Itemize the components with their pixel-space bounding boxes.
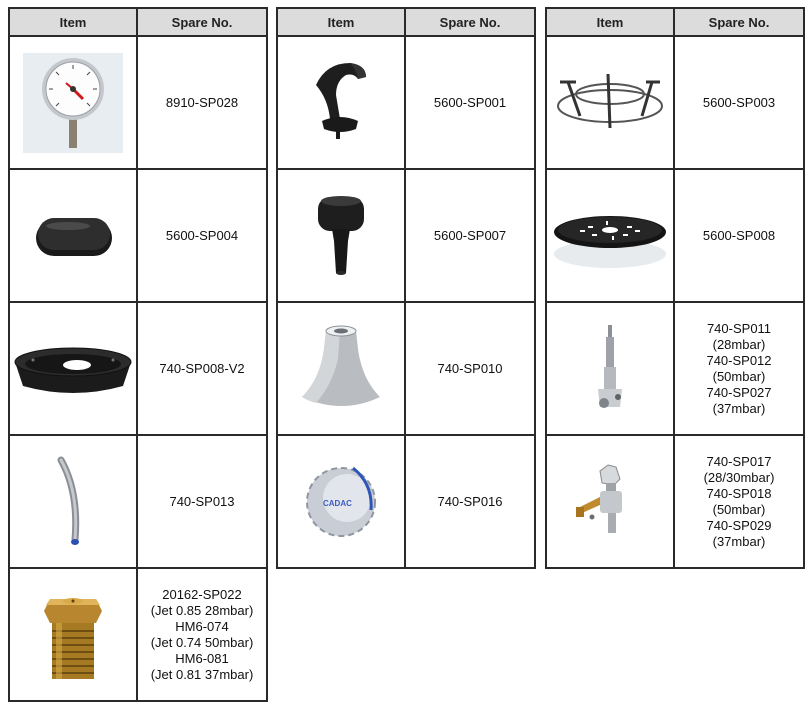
spare-number-cell [405, 169, 535, 302]
spare-number-cell [674, 302, 804, 435]
heat-diffuser-plate-icon [548, 196, 672, 276]
parts-table-1 [8, 7, 268, 702]
spare-number-cell [674, 169, 804, 302]
spare-number: 740-SP010 [437, 360, 503, 376]
spare-number: 740-SP011 (28mbar) 740-SP012 (50mbar) 740-SP027 (37mbar) [706, 320, 772, 416]
spare-number: 740-SP013 [169, 493, 235, 509]
parts-table-3 [545, 7, 805, 569]
spare-number: 5600-SP007 [433, 227, 507, 243]
spare-number: 740-SP016 [437, 493, 503, 509]
thermometer-gauge-icon [23, 53, 123, 153]
spare-number-cell [405, 36, 535, 169]
spare-number-cell [674, 435, 804, 568]
spare-number: 740-SP008-V2 [159, 360, 245, 376]
oval-rubber-foot-icon [28, 206, 118, 266]
brass-jet-nipple-icon [38, 585, 108, 685]
header-row [9, 8, 267, 36]
spare-number-cell [137, 435, 267, 568]
item-image-cell [546, 36, 674, 169]
table-row [9, 169, 267, 302]
spare-number-cell [674, 36, 804, 169]
header-row [277, 8, 535, 36]
parts-table-2 [276, 7, 536, 569]
injector-valve-icon [580, 319, 640, 419]
table-row [546, 302, 804, 435]
table-row [9, 36, 267, 169]
gas-valve-icon [570, 457, 650, 547]
item-image-cell [9, 302, 137, 435]
black-drip-bowl-icon [11, 334, 135, 404]
table-row [277, 169, 535, 302]
spare-number-cell [137, 302, 267, 435]
spare-number-cell [405, 302, 535, 435]
item-header: Item [277, 8, 405, 36]
wire-pot-stand-icon [550, 68, 670, 138]
item-header: Item [9, 8, 137, 36]
table-row [546, 36, 804, 169]
spare-number: 5600-SP004 [165, 227, 239, 243]
table-row [546, 169, 804, 302]
item-image-cell [546, 435, 674, 568]
table-row [277, 36, 535, 169]
item-image-cell [277, 302, 405, 435]
spare-number-cell [137, 169, 267, 302]
item-image-cell [9, 435, 137, 568]
item-image-cell [277, 435, 405, 568]
table-row [9, 435, 267, 568]
spare-number-cell [137, 36, 267, 169]
table-row [546, 435, 804, 568]
spare-number: 20162-SP022 (Jet 0.85 28mbar) HM6-074 (Jet 0.74 50mbar) HM6-081 (Jet 0.81 37mbar) [150, 586, 254, 682]
cadac-knob-icon [301, 462, 381, 542]
table-row [9, 302, 267, 435]
spare-number: 740-SP017 (28/30mbar) 740-SP018 (50mbar) 740-SP029 (37mbar) [703, 453, 775, 549]
spare-number-cell [405, 435, 535, 568]
item-image-cell [9, 36, 137, 169]
spare-number-cell [137, 568, 267, 701]
spare-header: Spare No. [405, 8, 535, 36]
item-image-cell [277, 36, 405, 169]
item-image-cell [546, 169, 674, 302]
item-image-cell [277, 169, 405, 302]
svg-text:CADAC: CADAC [323, 498, 352, 508]
spare-number: 5600-SP008 [702, 227, 776, 243]
burner-cone-icon [296, 319, 386, 419]
spare-number: 8910-SP028 [165, 94, 239, 110]
table-row [277, 435, 535, 568]
spare-number: 5600-SP001 [433, 94, 507, 110]
table-row [9, 568, 267, 701]
item-image-cell [9, 169, 137, 302]
lid-handle-icon [306, 55, 376, 151]
spare-number: 5600-SP003 [702, 94, 776, 110]
flexible-tube-icon [43, 452, 103, 552]
spare-header: Spare No. [137, 8, 267, 36]
control-knob-icon [306, 191, 376, 281]
header-row [546, 8, 804, 36]
spare-header: Spare No. [674, 8, 804, 36]
item-image-cell [9, 568, 137, 701]
item-image-cell [546, 302, 674, 435]
table-row [277, 302, 535, 435]
item-header: Item [546, 8, 674, 36]
